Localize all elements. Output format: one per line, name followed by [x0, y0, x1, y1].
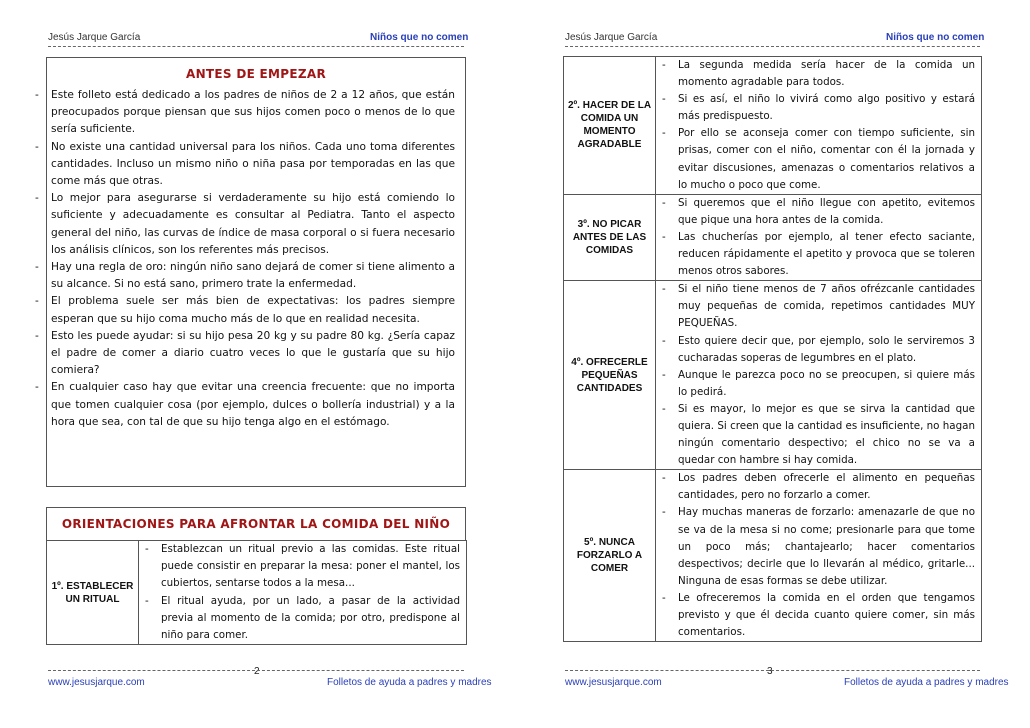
table-row	[564, 194, 982, 280]
list-item: - Este folleto está dedicado a los padres de niños de 2 a 12 años, que están preocupados porque piensan que sus hijos comen poco o menos de lo que sería suficiente.	[33, 87, 455, 139]
list-item: - Por ello se aconseja comer con tiempo suficiente, sin prisas, comer con el niño, comentar con él la jornada y evitar discusiones, amenazas o comentarios relativos a lo mucho o poco que come.	[660, 125, 975, 193]
section-title: ANTES DE EMPEZAR	[185, 67, 327, 81]
list-item: - Esto les puede ayudar: si su hijo pesa 20 kg y su padre 80 kg. ¿Sería capaz el padre de comer a diario cuatro veces lo que le gustaría que su hijo comiera?	[33, 328, 455, 380]
page-number: 2	[254, 666, 260, 677]
list-item: - Hay una regla de oro: ningún niño sano dejará de comer si tiene alimento a su alcance. Si no está sano, primero trate la enfermedad.	[33, 259, 455, 293]
list-item: - Le ofreceremos la comida en el orden que tengamos previsto y que él decida cuanto quiere comer, sin más comentarios.	[660, 590, 975, 641]
header-divider	[565, 46, 980, 47]
list-item: - Las chucherías por ejemplo, al tener efecto saciante, reducen rápidamente el apetito y provoca que se toleren menos otros sabores.	[660, 229, 975, 280]
header-author: Jesús Jarque García	[565, 32, 658, 43]
row-content	[656, 281, 982, 470]
header-title: Niños que no comen	[886, 32, 985, 43]
list-item: - Lo mejor para asegurarse si verdaderamente su hijo está comiendo lo suficiente y adecuadamente es consultar al Pediatra. Tanto el aspecto general del niño, las curvas de índice de masa corporal o si fuera necesario los análisis clínicos, son los referentes más precisos.	[33, 190, 455, 259]
footer-text: Folletos de ayuda a padres y madres	[844, 677, 1009, 688]
list-item: - Aunque le parezca poco no se preocupen, si quiere más lo pedirá.	[660, 367, 975, 401]
row-content	[656, 470, 982, 642]
orientaciones-table-left	[46, 540, 467, 645]
list-item: - Si es mayor, lo mejor es que se sirva la cantidad que quiera. Si creen que la cantidad es insuficiente, no hagan ningún comentario despectivo; el chico no se va a quedar con hambre si hay comida.	[660, 401, 975, 469]
row-content	[656, 57, 982, 195]
footer-website-link[interactable]: www.jesusjarque.com	[48, 677, 145, 688]
footer-text: Folletos de ayuda a padres y madres	[327, 677, 492, 688]
list-item: - Si el niño tiene menos de 7 años ofrézcanle cantidades muy pequeñas de comida, repetimos cantidades MUY PEQUEÑAS.	[660, 281, 975, 332]
list-item: - La segunda medida sería hacer de la comida un momento agradable para todos.	[660, 57, 975, 91]
section-title: ORIENTACIONES PARA AFRONTAR LA COMIDA DEL NIÑO	[61, 517, 451, 531]
row-label: 1º. ESTABLECER UN RITUAL	[47, 541, 139, 645]
row-label: 4º. OFRECERLE PEQUEÑAS CANTIDADES	[564, 281, 656, 470]
table-row	[47, 541, 467, 645]
list-item: - No existe una cantidad universal para los niños. Cada uno toma diferentes cantidades. Incluso un mismo niño o niña pasa por temporadas en las que come más que otras.	[33, 139, 455, 191]
footer-divider	[565, 670, 980, 671]
list-item: - Esto quiere decir que, por ejemplo, solo le serviremos 3 cucharadas soperas de legumbres en el plato.	[660, 333, 975, 367]
header-author: Jesús Jarque García	[48, 32, 141, 43]
orientaciones-table-right	[563, 56, 982, 642]
footer-divider	[48, 670, 464, 671]
table-row	[564, 470, 982, 642]
footer-website-link[interactable]: www.jesusjarque.com	[565, 677, 662, 688]
page-right	[515, 0, 1030, 728]
row-content	[139, 541, 467, 645]
orientaciones-title-box	[46, 507, 466, 541]
page-number: 3	[767, 666, 773, 677]
list-item: - El problema suele ser más bien de expectativas: los padres siempre esperan que su hijo coma mucho más de lo que en realidad necesita.	[33, 293, 455, 327]
antes-list	[33, 87, 455, 431]
list-item: - El ritual ayuda, por un lado, a pasar de la actividad previa al momento de la comida; por otro, predispone al niño para comer.	[143, 593, 460, 644]
antes-section	[46, 57, 466, 487]
row-content	[656, 194, 982, 280]
table-row	[564, 281, 982, 470]
row-label: 2º. HACER DE LA COMIDA UN MOMENTO AGRADABLE	[564, 57, 656, 195]
list-item: - Si es así, el niño lo vivirá como algo positivo y estará más predispuesto.	[660, 91, 975, 125]
list-item: - En cualquier caso hay que evitar una creencia frecuente: que no importa que tomen cualquier cosa (por ejemplo, dulces o bollería industrial) y a la hora que sea, con tal de que su hijo tenga algo en el estómago.	[33, 379, 455, 431]
header-title: Niños que no comen	[370, 32, 469, 43]
list-item: - Establezcan un ritual previo a las comidas. Este ritual puede consistir en preparar la mesa: poner el mantel, los cubiertos, sentarse todos a la mesa...	[143, 541, 460, 592]
header-divider	[48, 46, 464, 47]
list-item: - Hay muchas maneras de forzarlo: amenazarle de que no se va de la mesa si no come; presionarle para que tome un poco más; chantajearlo; hacer comentarios despectivos; decirle que lo llevarán al médico, gritarle... Ninguna de esas formas se debe utilizar.	[660, 504, 975, 589]
row-label: 5º. NUNCA FORZARLO A COMER	[564, 470, 656, 642]
list-item: - Si queremos que el niño llegue con apetito, evitemos que pique una hora antes de la comida.	[660, 195, 975, 229]
row-label: 3º. NO PICAR ANTES DE LAS COMIDAS	[564, 194, 656, 280]
list-item: - Los padres deben ofrecerle el alimento en pequeñas cantidades, pero no forzarlo a comer.	[660, 470, 975, 504]
table-row	[564, 57, 982, 195]
